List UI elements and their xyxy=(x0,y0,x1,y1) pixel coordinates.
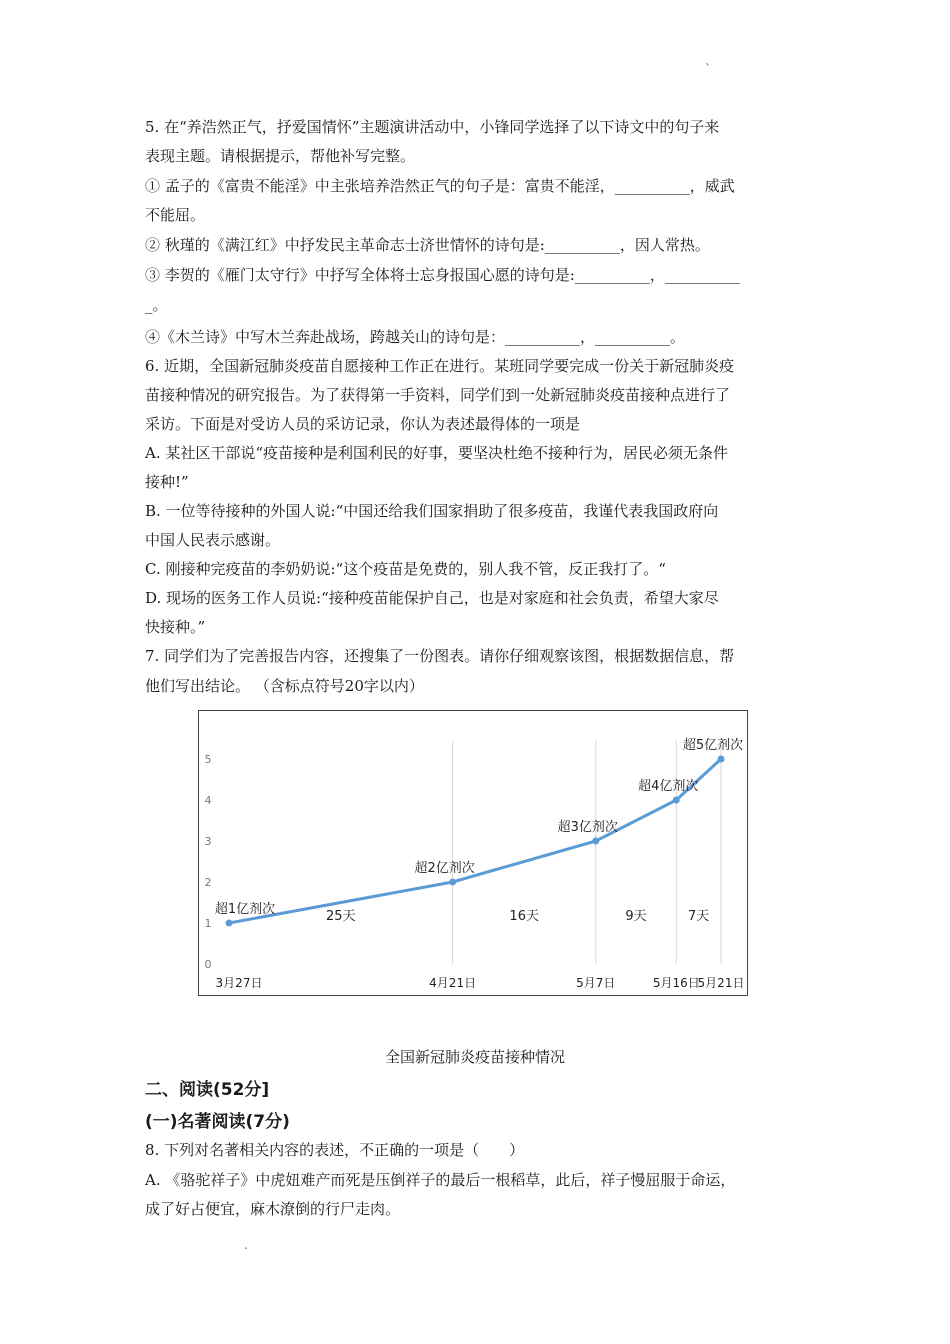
corner-mark: ` xyxy=(705,62,711,76)
text-line: D. 现场的医务工作人员说:“接种疫苗能保护自己，也是对家庭和社会负责，希望大家尽 xyxy=(145,589,719,607)
x-tick-label: 5月7日 xyxy=(576,976,616,990)
y-tick-label: 3 xyxy=(204,835,212,848)
data-point xyxy=(718,756,725,763)
text-line: 苗接种情况的研究报告。为了获得第一手资料，同学们到一处新冠肺炎疫苗接种点进行了 xyxy=(145,386,731,404)
subsection-heading: (一)名著阅读(7分) xyxy=(145,1112,290,1132)
text-line: ② 秋瑾的《满江红》中抒发民主革命志士济世情怀的诗句是:__________，因人常热。 xyxy=(145,236,710,254)
x-tick-label: 4月21日 xyxy=(429,976,477,990)
interval-label: 25天 xyxy=(326,909,356,924)
text-line: A. 《骆驼祥子》中虎妞难产而死是压倒祥子的最后一根稻草，此后，祥子慢屈服于命运， xyxy=(145,1171,736,1189)
vaccination-chart xyxy=(198,710,748,996)
data-point xyxy=(592,838,599,845)
text-line: 接种!” xyxy=(145,473,189,491)
chart-svg xyxy=(199,711,747,995)
interval-label: 7天 xyxy=(687,909,710,924)
text-line: 成了好占便宜，麻木潦倒的行尸走肉。 xyxy=(145,1200,401,1218)
point-label: 超1亿剂次 xyxy=(214,902,276,917)
text-line: 中国人民表示感谢。 xyxy=(145,531,281,549)
x-tick-label: 5月16日 xyxy=(652,976,700,990)
point-label: 超4亿剂次 xyxy=(638,779,699,794)
point-label: 超2亿剂次 xyxy=(414,861,475,876)
data-point xyxy=(449,879,456,886)
text-line: 不能屈。 xyxy=(145,206,206,224)
text-line: B. 一位等待接种的外国人说:“中国还给我们国家捐助了很多疫苗，我谨代表我国政府向 xyxy=(145,502,719,520)
interval-label: 16天 xyxy=(509,909,539,924)
text-line: 他们写出结论。 （含标点符号20字以内） xyxy=(145,677,424,695)
text-line: _。 xyxy=(145,296,168,314)
y-tick-label: 1 xyxy=(204,917,212,930)
text-line: 采访。下面是对受访人员的采访记录，你认为表述最得体的一项是 xyxy=(145,415,581,433)
text-line: C. 刚接种完疫苗的李奶奶说:“这个疫苗是免费的，别人我不管，反正我打了。“ xyxy=(145,560,666,578)
bottom-mark: . xyxy=(244,1238,248,1252)
point-label: 超3亿剂次 xyxy=(557,820,618,835)
section-heading: 二、阅读(52分] xyxy=(145,1080,270,1100)
text-line: 8. 下列对名著相关内容的表述，不正确的一项是（ ） xyxy=(145,1141,525,1159)
text-line: ④《木兰诗》中写木兰奔赴战场，跨越关山的诗句是：__________，__________。 xyxy=(145,328,686,346)
text-line: 7. 同学们为了完善报告内容，还搜集了一份图表。请你仔细观察该图，根据数据信息，帮 xyxy=(145,647,735,665)
y-tick-label: 2 xyxy=(204,876,212,889)
text-line: A. 某社区干部说“疫苗接种是利国利民的好事，要坚决杜绝不接种行为，居民必须无条件 xyxy=(145,444,729,462)
interval-label: 9天 xyxy=(625,909,647,924)
y-tick-label: 4 xyxy=(204,794,212,807)
data-point xyxy=(226,920,233,927)
y-tick-label: 5 xyxy=(204,753,212,766)
text-line: 6. 近期，全国新冠肺炎疫苗自愿接种工作正在进行。某班同学要完成一份关于新冠肺炎疫 xyxy=(145,357,735,375)
chart-caption: 全国新冠肺炎疫苗接种情况 xyxy=(384,1048,565,1066)
text-line: 表现主题。请根据提示，帮他补写完整。 xyxy=(145,147,416,165)
text-line: ① 孟子的《富贵不能淫》中主张培养浩然正气的句子是：富贵不能淫，__________，威武 xyxy=(145,177,735,195)
x-tick-label: 3月27日 xyxy=(215,976,263,990)
text-line: 快接种。” xyxy=(145,618,206,636)
point-label: 超5亿剂次 xyxy=(682,738,744,753)
data-point xyxy=(673,797,680,804)
x-tick-label: 5月21日 xyxy=(697,976,745,990)
y-tick-label: 0 xyxy=(204,958,212,971)
text-line: 5. 在“养浩然正气，抒爱国情怀”主题演讲活动中，小锋同学选择了以下诗文中的句子来 xyxy=(145,118,720,136)
text-line: ③ 李贺的《雁门太守行》中抒写全体将士忘身报国心愿的诗句是:__________，__________ xyxy=(145,266,740,284)
